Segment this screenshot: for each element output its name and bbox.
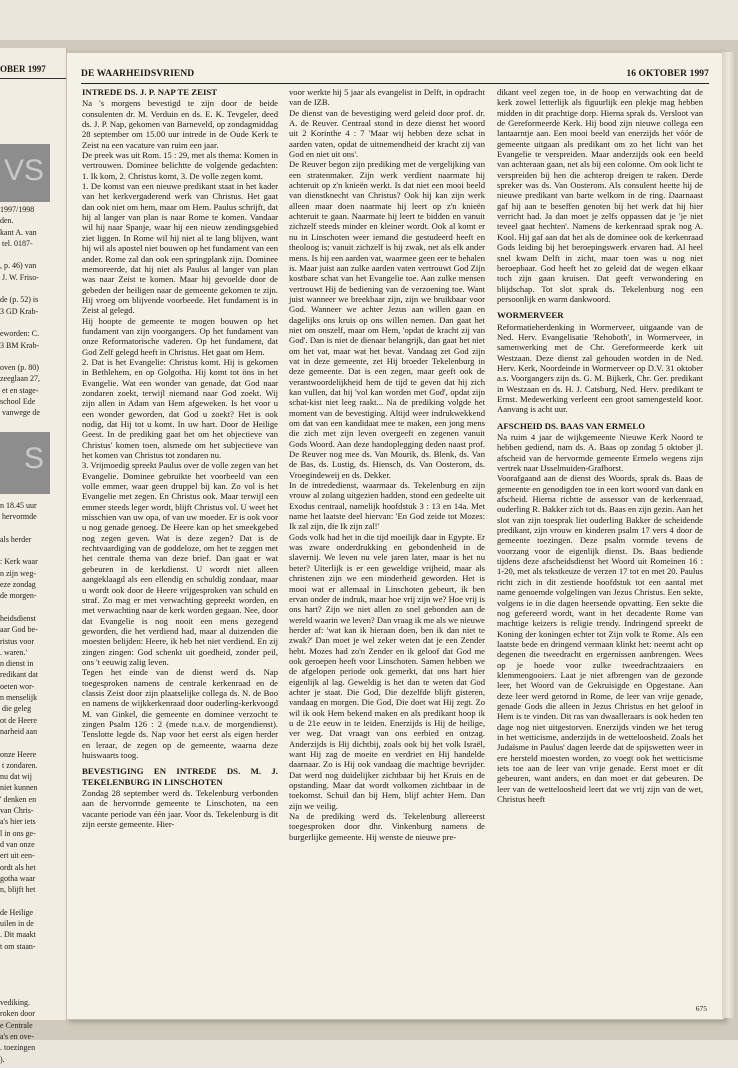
column-2 (289, 87, 485, 1001)
article-paragraph: 3. Vrijmoedig spreekt Paulus over de volle zegen van het Evangelie. Dominee gebruikte het voorbeeld van een volle emmer, waar geen druppel bij kan. Zo vol is het Evangelie met zegen. En Christus ook. Maar terwijl een emmer steeds leger wordt, blijft Christus vol. U weet het misschien van uw opa, of van uw moeder. Er is ook voor u nog genade genoeg. De Heere kan op het smeekgebed nog zegen geven. Wat is deze zegen? Dat is de rechtvaardiging van de goddeloze, om het te zeggen met het centrale thema van deze brief. Dan gaat er wat gebeuren in de kerkdienst. U wordt niet alleen aangeklaagd als een ellendig en schuldig zondaar, maar u wordt ook door de Heere vrijgesproken van schuld en straf. Zo mag er met verwachting gepreekt worden, en met verwachting naar de kerk worden gegaan. Nee, door dat Evangelie is nog nooit een mens gezegend geworden, die het verdiend had, maar al duizenden die moesten belijden: Heere, ik heb het niet verdiend. En zij zingen zingen: God schenkt uit goedheid, zonder peil, ons 't eeuwig zalig leven. (82, 460, 278, 667)
newspaper-page (66, 52, 724, 1020)
article-paragraph: Hij hoopte de gemeente te mogen bouwen op het fundament van zijn voorgangers. Op het fundament van onze Reformatorische vaderen. Op het fundament, dat God Zelf gelegd heeft in Christus. Het gaat om Hem. (82, 315, 278, 357)
page-number: 675 (695, 1004, 707, 1013)
article-paragraph: Reformatieherdenking in Wormerveer, uitgaande van de Ned. Herv. Evangelisatie 'Rehoboth', in Wormerveer, in samenwerking met de Chr. Gereformeerde kerk uit Westzaan. Deze dienst zal gehouden worden in de Ned. Herv. Kerk, Noordeinde in Wormerveer op D.V. 31 oktober a.s. Voorgangers zijn ds. G. M. Bijkerk, Chr. Ger. predikant in Westzaan en ds. H. J. Catsburg, Ned. Herv. predikant te Ernst. Medewerking verleent een groot samengesteld koor. Aanvang is acht uur. (497, 321, 703, 415)
column-3 (497, 87, 703, 1001)
article-headline: BEVESTIGING EN INTREDE DS. M. J. TEKELENBURG IN LINSCHOTEN (82, 766, 278, 787)
article-headline: AFSCHEID DS. BAAS VAN ERMELO (497, 420, 646, 431)
previous-page-image-2: S (0, 432, 50, 494)
running-header (81, 69, 709, 81)
article-paragraph: Na 's morgens bevestigd te zijn door de beide consulenten dr. M. Verduin en ds. E. K. Tevgeler, deed ds. J. P. Nap, gekomen van Barneveld, op zondagmiddag 28 september om 15.00 uur intrede in de Oude Kerk te Zeist na een vacature van ruim een jaar. (82, 98, 278, 150)
article-paragraph: voor werkte hij 5 jaar als evangelist in Delft, in opdracht van de IZB. (289, 87, 485, 108)
issue-date: 16 OKTOBER 1997 (626, 69, 709, 79)
article-paragraph: Na de prediking werd ds. Tekelenburg allereerst toegesproken door dhr. Vinkenburg namens de burgerlijke gemeente. Hij wenste de nieuwe pre- (289, 811, 485, 842)
article-paragraph: De preek was uit Rom. 15 : 29, met als thema: Komen in vertrouwen. Dominee belichtte de volgende gedachten: 1. Ik kom, 2. Christus komt, 3. De volle zegen komt. (82, 150, 278, 181)
previous-page-edge (0, 48, 67, 1064)
previous-page-text-2: n 18.45 uur hervormde als herder : Kerk waar n zijn weg- eze zondag de morgen- heidsdienst aar God be- ristus voor . waren.' n dienst in redikant dat oeten wor- n menselijk die geleg ot de Heere narheid aan onze Heere t zondaren. nu dat wij niet kunnen ' denken en van Chris- a's hier iets l in ons ge- d van onze ert uit een- ordt als het gotha waar n, blijft het de Heilige uilen in de . Dit maakt t om staan- vediking. roken door e Centrale a's en ove- . toezingen ). (0, 501, 38, 1064)
article-paragraph: dikant veel zegen toe, in de hoop en verwachting dat de kerk zowel letterlijk als figuurlijk een plekje mag hebben midden in dit prachtige dorp. Hierna sprak ds. Versloot van de Gereformeerde Kerk. Hij bood zijn nieuwe collega een lantaarntje aan. Een mooi beeld van enerzijds het vóór de gemeente uitgaan als predikant om zo het licht van het Evangelie te verspreiden. Maar anderzijds ook een beeld van achteraan gaan, net als bij een colonne. Om ook licht te verspreiden bij hen die achterop dreigen te raken. Derde spreker was ds. Van Oosterom. Als consulent heette hij de nieuwe predikant van harte welkom in de ring. Daarnaast gaf hij aan te beseffen genoten bij het werk dat hij hier verricht had. Ja dan moet je zelfs oppassen dat je 'je niet teveel gaat hechten'. Namens de kerkenraad sprak nog A. Kool. Hij gaf aan dat het als de dominee ook de kerkenraad Gods leiding bij het beroepingswerk ervaren had. Al heel snel kwam Delft in zicht, maar toen was u nog niet beroepbaar. God heeft het zo geleid dat de wegen elkaar toch zijn gaan kruisen. Dat geeft verwondering en blijdschap. Tot slot sprak ds. Tekelenburg nog een persoonlijk en warm dankwoord. (497, 87, 703, 304)
article-paragraph: Na ruim 4 jaar de wijkgemeente Nieuwe Kerk Noord te hebben gediend, nam ds. A. Baas op zondag 5 oktober jl. afscheid van de hervormde gemeente Ermelo wegens zijn vertrek naar IJsselmuiden-Grafhorst. (497, 432, 703, 474)
publication-title: DE WAARHEIDSVRIEND (81, 69, 195, 79)
article-paragraph: In de intrededienst, waarmaar ds. Tekelenburg en zijn vrouw al zolang uitgezien hadden, stond een gedeelte uit Exodus centraal, namelijk hoofdstuk 3 : 13 en 14a. Met name het laatste deel hiervan: 'En God zeide tot Mozes: Ik zal zijn, die Ik zijn zal!' (289, 480, 485, 532)
article-paragraph: De dienst van de bevestiging werd geleid door prof. dr. A. de Reuver. Centraal stond in deze dienst het woord uit 2 Korinthe 4 : 7 'Maar wij hebben deze schat in aarden vaten, opdat de uitnemendheid der kracht zij van God en niet uit ons'. (289, 107, 485, 160)
previous-page-image-1: VS (0, 144, 50, 202)
article-paragraph: De Reuver begon zijn prediking met de vergelijking van een stratenmaker. Zijn werk verdient naarmate hij achteruit op z'n knieën werkt. Is dat niet een mooi beeld van dienstknecht van Christus? Ook hij kan zijn werk alleen maar doen naarmate hij leert op z'n knieën achteruit te gaan. Naarmate hij leert te bidden en vanuit zichzelf steeds minder en kleiner wordt. Ook al komt er nu in Linschoten weer iemand die gestudeerd heeft en theoloog is; vanuit zichzelf is hij zwak, net als elk ander mens. Is hij een aarden vat, waarmee geen eer te behalen is. Maar juist aan zulke aarden vaten vertrouwt God Zijn kostbare schat van het Evangelie toe. Aan zulke mensen vertrouwt Hij de bediening van de verzoening toe. Want juist wanneer we breekbaar zijn, zijn we bruikbaar voor God. Wanneer we achter Jezus aan willen gaan en dagelijks ons kruis op ons willen nemen. Dan gaat het niet om onszelf, maar om Hem, 'opdat de kracht zij van God'. Dan is niet de dienaar belangrijk, dan gaat het niet om het vat, maar wat het bevat. Vandaag zet God zijn vat in deze gemeente, zet Hij broeder Tekelenburg in deze gemeente. Dat is een zegen, maar geeft ook de verantwoordelijkheid hem de tijd te geven dat hij zich kan vullen, dat hij 'vol kan worden met God', opdat zijn schat-kist niet leeg raakt... Na de prediking volgde het moment van de bevestiging. Altijd weer indrukwekkend om dat van een kandidaat mee te maken, een jong mens die zich met zijn leven overgeeft en zegenen vanuit Gods Woord. Aan deze handoplegging deden naast prof. De Reuver nog mee ds. Van Mourik, ds. Blenk, ds. Van de Bas, ds. Lustig, ds. Hiensch, ds. Van Oosterom, ds. Vroegindeweij en ds. Dekker. (289, 159, 485, 480)
article-paragraph: Voorafgaand aan de dienst des Woords, sprak ds. Baas de gemeente en genodigden toe in een kort woord van dank en afscheid. Hierna richtte de assessor van de kerkenraad, ouderling R. Bakker zich tot ds. Baas en zijn gezin. Aan het slot van zijn toesprak liet ouderling Bakker de scheidende predikant, zijn vrouw en kinderen psalm 17 vers 4 door de gemeente toezingen. Deze psalm vormde tevens de voorzang voor de eigenlijk dienst. Ds. Baas bediende tijdens deze afscheidsdienst het Woord uit Romeinen 16 : 1-20, met als tekstkeuze de verzen 17 tot en met 20. Paulus richt zich in dit zestiende hoofdstuk tot een aantal met name genoemde volgelingen van Jezus Christus. Een sekte, volgens ie in die dagen heersende opvatting. Een sekte die nog gefereerd wordt, want in het decadente Rome van machtige keizers is religie trendy. Indringend spreekt de Koning der koningen echter tot Zijn volk te Rome. Als een laatste bede en dringend vermaan klinkt het: neemt acht op degenen die tweedracht en ergernissen aanbrengen. Wees op je hoede voor zulke tweedrachtzaaiers en klemmengooiers. Laat je niet afbrengen van de gezonde leer, het Woord van de Gekruisigde en Opgestane. Aan deze leer werd getornd in Rome, de leer van vrije genade, genade Gods die alleen in Jezus Christus en het geloof in Hem is te vinden. Dit ras van dwaalleraars is ook heden ten dage nog niet uitgestorven. Enerzijds vinden we het terug in het wetticisme, anderzijds in de wetteloosheid. Zoals het Judaïsme in Paulus' dagen leerde dat de spijswetten weer in ere hersteld moesten worden, zo voegt ook het wetticisme iets toe aan de leer van vrije genade. Eerst moet er dít gebeuren, want anders, en dan moet er dat gebeuren. De leer van de wetteloosheid leert dat we vrij zijn van de wet, Christus heeft (497, 473, 703, 805)
article-headline: INTREDE DS. J. P. NAP TE ZEIST (82, 87, 218, 97)
book-spine (722, 52, 736, 1018)
article-paragraph: Gods volk had het in die tijd moeilijk daar in Egypte. Er was zware onderdrukking en gebondenheid in de slavernij. We leven nu vele jaren later, maar is het nu beter? Uiterlijk is er een geweldige vrijheid, maar als christenen zijn we een minderheid geworden. Het is mooi wat er allemaal in Linschoten gebeurt, ik ben ervan onder de indruk, maar hoe vrij zijn we? Hoe vrij is ons hart? Zijn we niet allen zo snel gebonden aan de wereld waarin we leven? Dan vraag ik me als we nieuwe herder af: 'wat kan ik hieraan doen, ben ik dan niet te zwak?' Dan moet je wel zeker weten dat je een Zender hebt. Mozes had zo'n Zender en ik geloof dat God me ook geroepen heeft voor Linschoten. Samen hebben we de afgelopen periode ook gemerkt, dat ons hart hier eigenlijk al lag. Geweldig is het dan te weten dat God achter je staat. Die God, Die dezelfde blijft gisteren, vandaag en morgen. Die God, Die doet wat Hij zegt. Zo wil ik ook Hem bekend maken en als predikant hoop ik u de 21e eeuw in te leiden. Enerzijds is Hij de heilige, ver weg. Dat vraagt van ons eerbied en ontzag. Anderzijds is Hij dichtbij, zoals ook bij het volk Israël, want Hij zag de moeite en verdriet en Hij handelde daarnaar. Zo is Hij ook vandaag die machtige bevrijder. Dat werd nog duidelijker zichtbaar bij het Kruis en de opstanding. Maar dat wordt volkomen zichtbaar in de toekomst. Schuil dan bij Hem, blijf achter Hem. Dan zijn we veilig. (289, 531, 485, 811)
column-1 (82, 87, 278, 1001)
article-headline: WORMERVEER (497, 310, 564, 321)
article-paragraph: 2. Dat is het Evangelie: Christus komt. Hij is gekomen in Bethlehem, en op Golgotha. Hij komt tot öns in het Evangelie. Wat een wonder van genade, dat God naar zondaren zoekt, terwijl niemand naar God zoekt. Wij zijn allen in Adam van Hem afgeweken. Is het voor u een wonder geworden, dat God u zoekt? Het is ook nodig, dat Hij tot u komt. In uw hart. Door de Heilige Geest. In de prediking gaat het om het objectieve van Christus' komen toen, alsmede om het subjectieve van het komen van Christus tot zondaren nu. (82, 356, 278, 461)
article-paragraph: Tegen het einde van de dienst werd ds. Nap toegesproken namens de centrale kerkenraad en de classis Zeist door zijn plaatselijke collega ds. N. de Boo en namens de wijkkerkenraad door ouderling-kerkvoogd M. van Ginkel, die gemeente en dominee verzocht te zingen Psalm 126 : 2 (mede n.a.v. de morgendienst). Tenslotte legde ds. Nap voor het eerst als eigen herder en leraar, de zegen op de gemeente, waarna deze huiswaarts toog. (82, 667, 278, 760)
previous-page-rule (0, 78, 66, 79)
article-paragraph: 1. De komst van een nieuwe predikant staat in het kader van het kerkvergaderend werk van Christus. Het gaat dan ook niet om hem, maar om Hem. Paulus schrijft, dat hij al langer van plan is naar Rome te komen. Vandaar wil hij naar Spanje, waar hij een nieuw zendingsgebied ziet liggen. In Rome wil hij niet al te lang blijven, want hij wil als apostel niet bouwen op het fundament van een ander. Rome zal dan ook een springplank zijn. Dominee memoreerde, dat hij niet als Paulus al langer van plan was naar Zeist te komen. Maar hij gevoelde door de gebeden der heiligen naar de gemeente gekomen te zijn. Hij vroeg om blijvende voorbeede. Het fundament is in Zeist al gelegd. (82, 181, 278, 316)
header-rule (81, 83, 709, 84)
article-paragraph: Zondag 28 september werd ds. Tekelenburg verbonden aan de hervormde gemeente te Linschoten, na een vacante periode van één jaar. Voor ds. Tekelenburg is dit zijn eerste gemeente. Hier- (82, 788, 278, 830)
previous-page-header: OBER 1997 (0, 64, 46, 74)
previous-page-text-1: 1997/1998 den. kant A. van tel. 0187- , p. 46) van J. W. Friso- de (p. 52) is 3 GD Krab- eworden: C. 3 BM Krab- oven (p. 80) zeeglaan 27, et en stage- school Ede vanwege de (0, 205, 40, 418)
